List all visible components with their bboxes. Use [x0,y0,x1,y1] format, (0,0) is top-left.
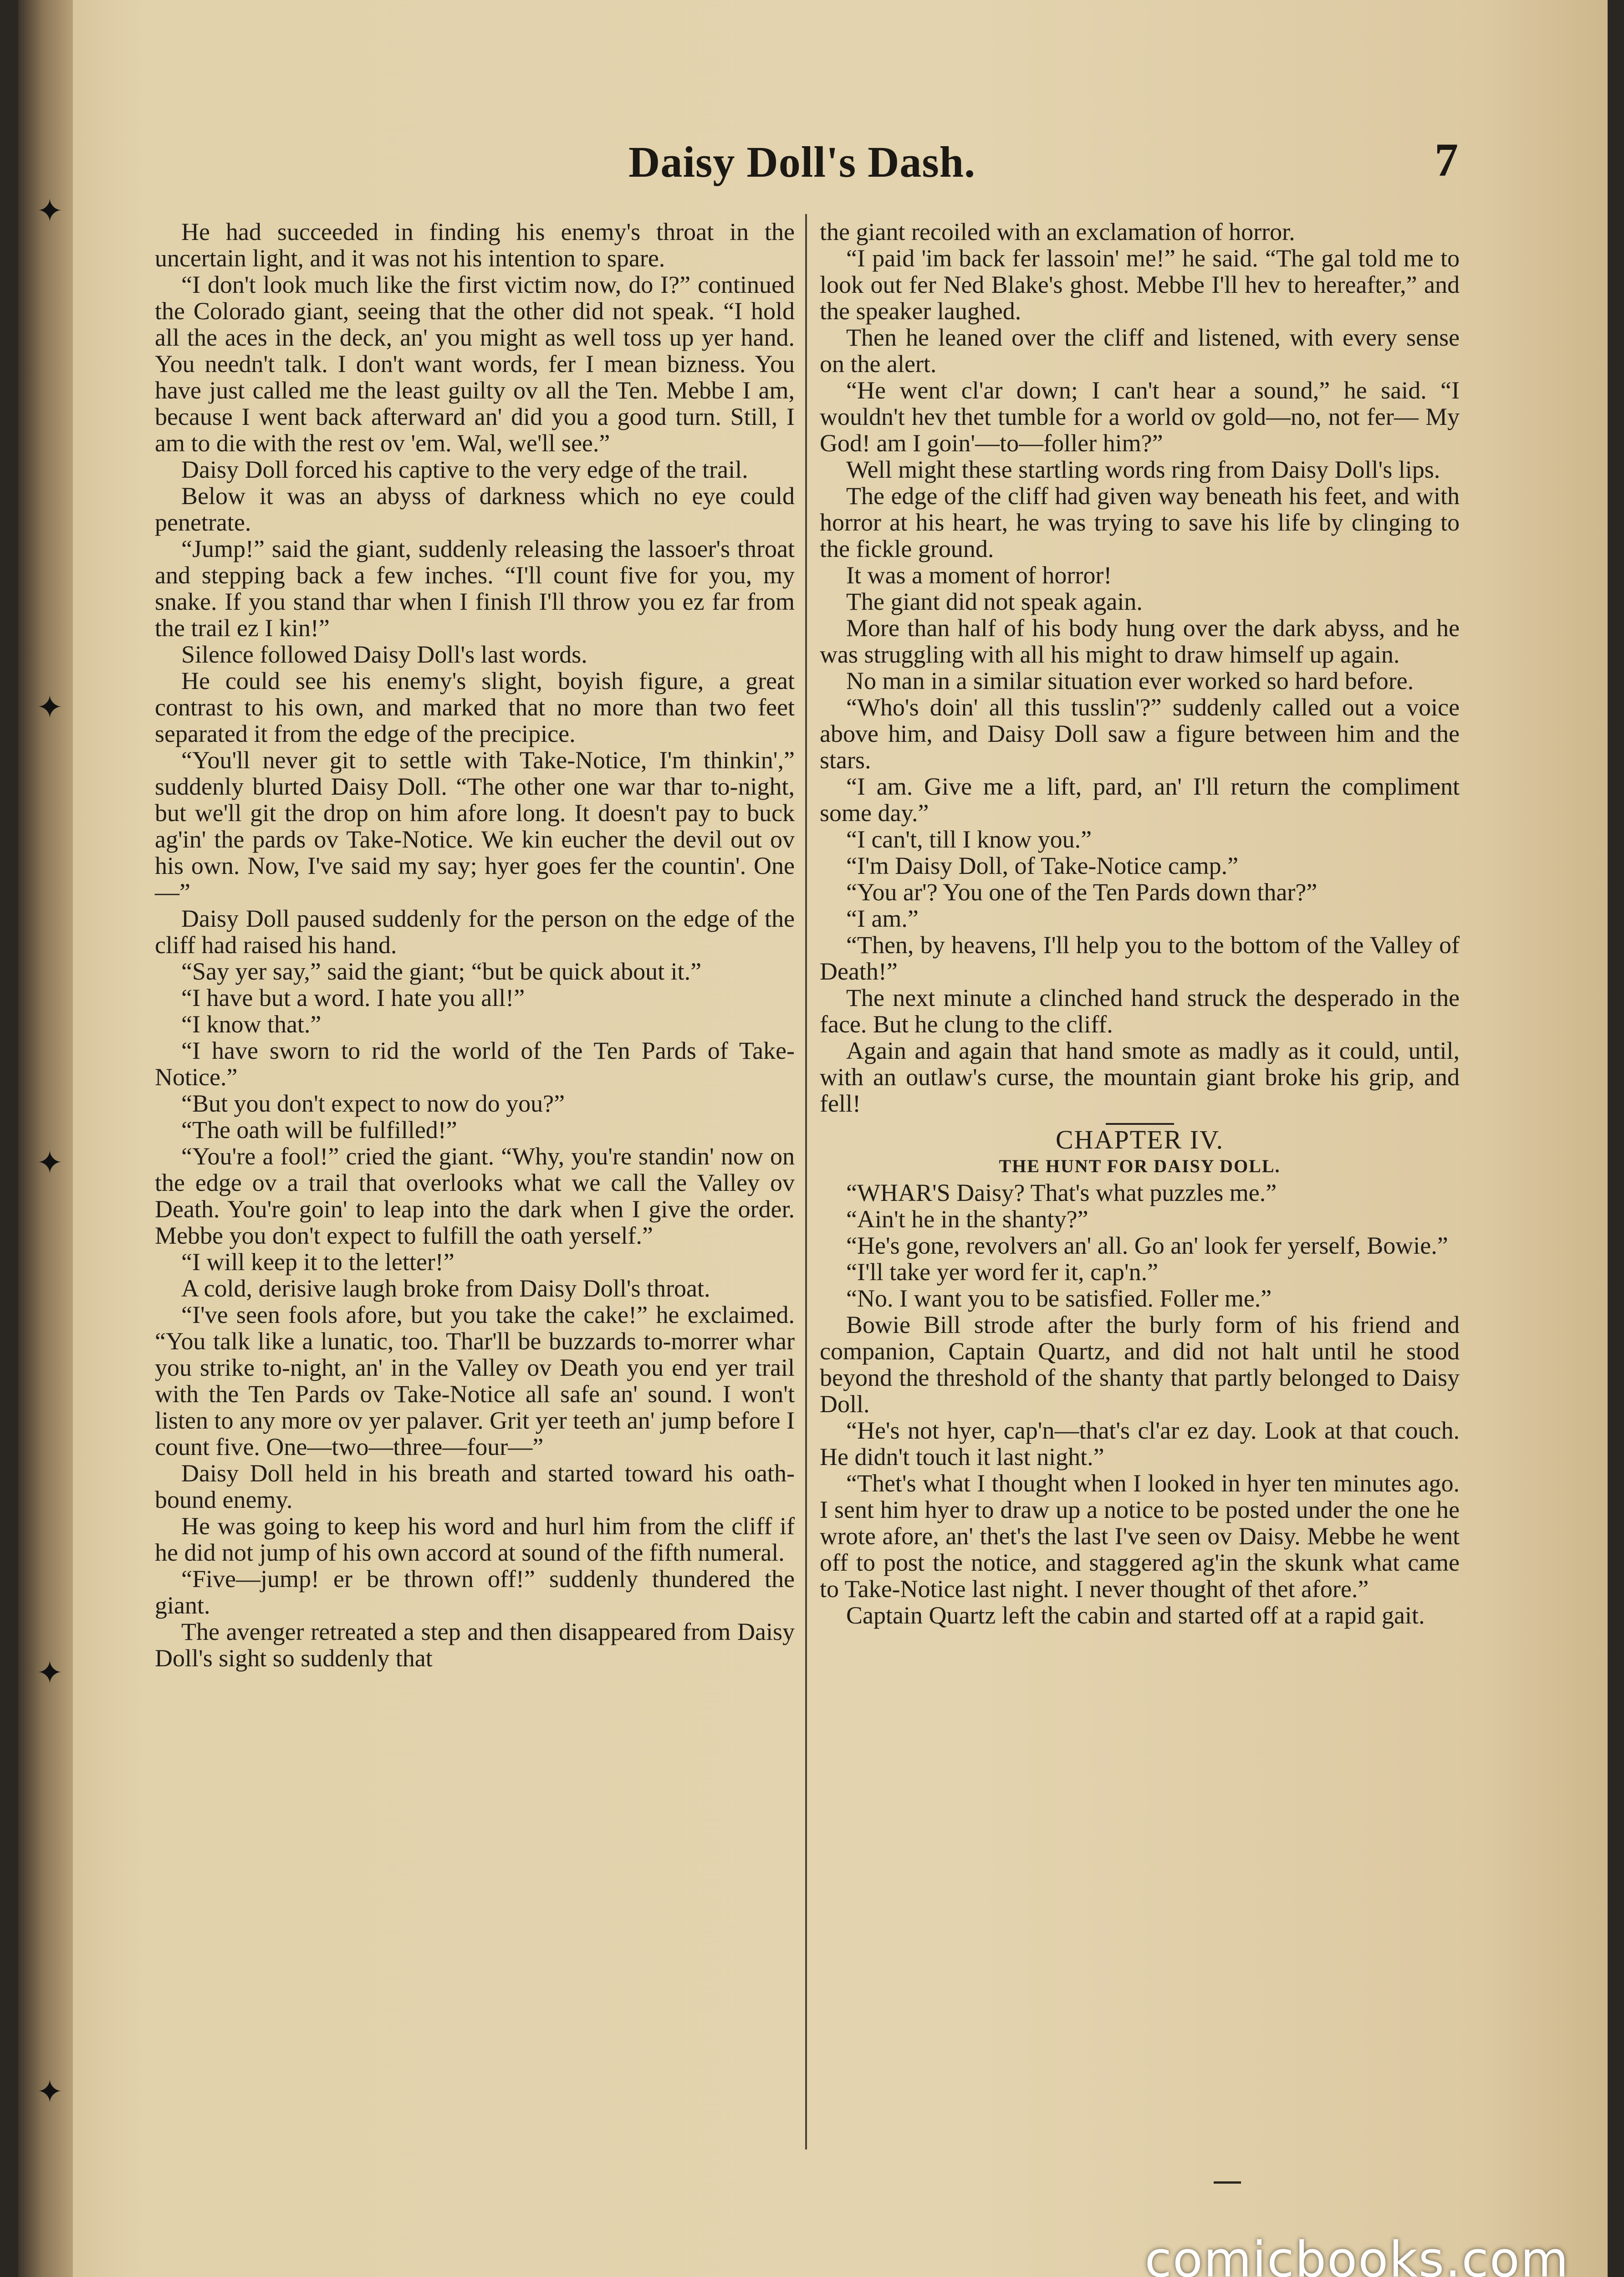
right-column-text-after [820,1179,1460,1629]
paragraph: The edge of the cliff had given way beneath his feet, and with horror at his heart, he was trying to save his life by clinging to the fickle ground. [820,482,1460,562]
paragraph: “I have sworn to rid the world of the Ten Pards of Take-Notice.” [155,1037,795,1091]
paragraph: “I can't, till I know you.” [846,826,1092,853]
paragraph: “I have but a word. I hate you all!” [181,984,525,1011]
paragraph: More than half of his body hung over the dark abyss, and he was struggling with all his might to draw himself up again. [820,614,1460,668]
paragraph: “I know that.” [181,1011,322,1038]
end-dash [1214,2181,1241,2184]
paragraph: “I will keep it to the letter!” [181,1248,455,1276]
paragraph: “Ain't he in the shanty?” [846,1205,1088,1233]
chapter-title: CHAPTER IV. [1056,1125,1224,1154]
paragraph: “I paid 'im back fer lassoin' me!” he said. “The gal told me to look out fer Ned Blake's ghost. Mebbe I'll hev to hereafter,” and the speaker laughed. [820,245,1460,325]
paragraph: It was a moment of horror! [846,562,1112,589]
paragraph: Then he leaned over the cliff and listened, with every sense on the alert. [820,324,1460,378]
paragraph: He was going to keep his word and hurl him from the cliff if he did not jump of his own accord at sound of the fifth numeral. [155,1512,795,1566]
paragraph: “He's not hyer, cap'n—that's cl'ar ez day. Look at that couch. He didn't touch it last night.” [820,1417,1460,1470]
paragraph: “WHAR'S Daisy? That's what puzzles me.” [846,1179,1277,1206]
paragraph: “Thet's what I thought when I looked in hyer ten minutes ago. I sent him hyer to draw up a notice to be posted under the one he wrote afore, an' thet's the last I've seen ov Daisy. Mebbe he went off to post the notice, and staggered ag'in the skunk what came to Take-Notice last night. I never thought of thet afore.” [820,1470,1460,1603]
running-title: Daisy Doll's Dash. [628,138,976,186]
paragraph: “But you don't expect to now do you?” [181,1090,565,1117]
paragraph: The next minute a clinched hand struck the desperado in the face. But he clung to the cliff. [820,984,1460,1038]
paragraph: Well might these startling words ring from Daisy Doll's lips. [846,456,1440,483]
right-column-text-before [820,219,1460,1117]
chapter-subtitle: THE HUNT FOR DAISY DOLL. [999,1156,1281,1176]
paragraph: Below it was an abyss of darkness which no eye could penetrate. [155,482,795,536]
paragraph: “Jump!” said the giant, suddenly releasing the lassoer's throat and stepping back a few inches. “I'll count five for you, my snake. If you stand thar when I finish I'll throw you ez far from the trail ez I kin!” [155,535,795,642]
paragraph: Captain Quartz left the cabin and started off at a rapid gait. [846,1602,1425,1629]
staple-mark-icon: ✦ [36,690,63,725]
paragraph: The giant did not speak again. [846,588,1143,615]
paragraph: “No. I want you to be satisfied. Foller me.” [846,1285,1272,1312]
paragraph: “He's gone, revolvers an' all. Go an' look fer yerself, Bowie.” [846,1232,1448,1259]
paragraph: the giant recoiled with an exclamation of horror. [820,218,1295,245]
staple-mark-icon: ✦ [36,1146,63,1181]
staple-mark-icon: ✦ [36,194,63,229]
paragraph: No man in a similar situation ever worked so hard before. [846,667,1414,694]
paragraph: He could see his enemy's slight, boyish figure, a great contrast to his own, and marked that no more than two feet separated it from the edge of the precipice. [155,667,795,747]
paragraph: “The oath will be fulfilled!” [181,1116,457,1144]
paragraph: “I'll take yer word fer it, cap'n.” [846,1258,1159,1286]
staple-mark-icon: ✦ [36,1656,63,1691]
paragraph: He had succeeded in finding his enemy's throat in the uncertain light, and it was not his intention to spare. [155,218,795,272]
page-header [628,134,1494,205]
watermark: comicbooks.com [1144,2231,1569,2277]
staple-mark-icon: ✦ [36,2075,63,2110]
right-text-column [820,219,1460,1629]
paragraph: “I've seen fools afore, but you take the cake!” he exclaimed. “You talk like a lunatic, too. Thar'll be buzzards to-morrer whar you strike to-night, an' in the Valley ov Death you end yer trail with the Ten Pards ov Take-Notice all safe an' sound. I won't listen to any more ov yer palaver. Grit yer teeth an' jump before I count five. One—two—three—four—” [155,1301,795,1460]
paragraph: “You ar'? You one of the Ten Pards down thar?” [846,878,1318,906]
paragraph: “You'll never git to settle with Take-Notice, I'm thinkin',” suddenly blurted Daisy Doll. “The other one war thar to-night, but we'll git the drop on him afore long. It doesn't pay to buck ag'in' the pards ov Take-Notice. We kin eucher the devil out ov his own. Now, I've said my say; hyer goes fer the countin'. One—” [155,746,795,906]
paragraph: Daisy Doll held in his breath and started toward his oath-bound enemy. [155,1460,795,1513]
paragraph: “I don't look much like the first victim now, do I?” continued the Colorado giant, seeing that the other did not speak. “I hold all the aces in the deck, an' you might as well toss up yer hand. You needn't talk. I don't want words, fer I mean bizness. You have just called me the least guilty ov all the Ten. Mebbe I am, because I went back afterward an' did you a good turn. Still, I am to die with the rest ov 'em. Wal, we'll see.” [155,271,795,457]
paragraph: Silence followed Daisy Doll's last words. [181,641,587,668]
paragraph: “Who's doin' all this tusslin'?” suddenly called out a voice above him, and Daisy Doll saw a figure between him and the stars. [820,694,1460,774]
page-spine [18,0,73,2277]
paragraph: “I'm Daisy Doll, of Take-Notice camp.” [846,852,1239,879]
paragraph: Again and again that hand smote as madly as it could, until, with an outlaw's curse, the mountain giant broke his grip, and fell! [820,1037,1460,1117]
paragraph: Daisy Doll forced his captive to the very edge of the trail. [181,456,748,483]
paragraph: “You're a fool!” cried the giant. “Why, you're standin' now on the edge ov a trail that overlooks what we call the Valley ov Death. You're goin' to leap into the dark when I give the order. Mebbe you don't expect to fulfill the oath yerself.” [155,1143,795,1249]
left-text-column [155,219,795,1671]
page-number: 7 [1435,134,1458,186]
paragraph: Bowie Bill strode after the burly form of his friend and companion, Captain Quartz, and did not halt until he stood beyond the threshold of the shanty that partly belonged to Daisy Doll. [820,1311,1460,1418]
paragraph: Daisy Doll paused suddenly for the person on the edge of the cliff had raised his hand. [155,905,795,959]
paragraph: “Then, by heavens, I'll help you to the bottom of the Valley of Death!” [820,931,1460,985]
paragraph: “Five—jump! er be thrown off!” suddenly thundered the giant. [155,1565,795,1619]
paragraph: “He went cl'ar down; I can't hear a sound,” he said. “I wouldn't hev thet tumble for a world ov gold—no, not fer— My God! am I goin'—to—foller him?” [820,377,1460,457]
paragraph: The avenger retreated a step and then disappeared from Daisy Doll's sight so suddenly that [155,1618,795,1672]
paragraph: “I am. Give me a lift, pard, an' I'll return the compliment some day.” [820,773,1460,827]
paragraph: A cold, derisive laugh broke from Daisy Doll's throat. [181,1275,710,1302]
column-divider [805,214,807,2149]
paragraph: “Say yer say,” said the giant; “but be quick about it.” [181,958,702,985]
paragraph: “I am.” [846,905,919,932]
